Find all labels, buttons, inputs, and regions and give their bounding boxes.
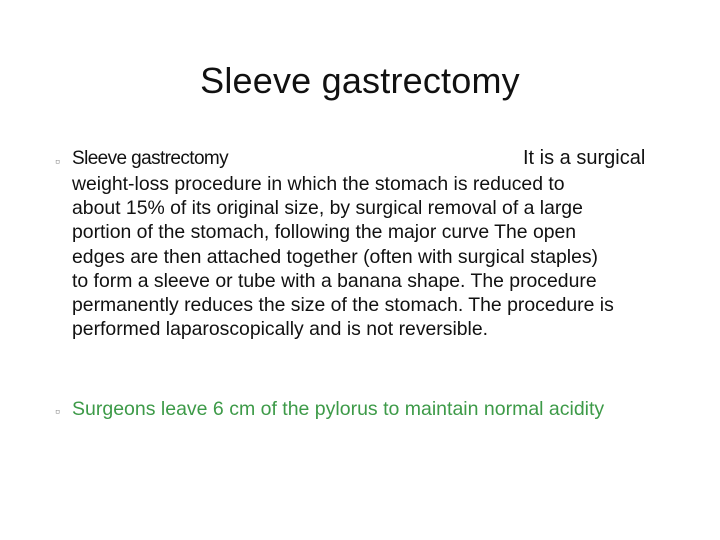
bullet-1-line: performed laparoscopically and is not reversible. <box>72 318 489 341</box>
bullet-1-line: portion of the stomach, following the major curve The open <box>72 221 577 244</box>
bullet-icon: ▫ <box>55 153 60 169</box>
bullet-2-text: Surgeons leave 6 cm of the pylorus to maintain normal acidity <box>72 398 605 420</box>
bullet-1-line: to form a sleeve or tube with a banana shape. The procedure <box>72 269 597 292</box>
slide-title: Sleeve gastrectomy <box>200 60 520 101</box>
bullet-1-line: permanently reduces the size of the stomach. The procedure is <box>72 294 614 317</box>
bullet-1-lead-text: It is a surgical <box>523 147 646 169</box>
bullet-1-body <box>72 172 682 341</box>
bullet-1-line: edges are then attached together (often with surgical staples) <box>72 245 599 268</box>
bullet-1-heading: Sleeve gastrectomy <box>72 148 229 169</box>
bullet-1-line: weight-loss procedure in which the stomach is reduced to <box>72 173 565 195</box>
bullet-icon: ▫ <box>55 403 60 419</box>
bullet-1-line: about 15% of its original size, by surgical removal of a large <box>72 197 583 220</box>
